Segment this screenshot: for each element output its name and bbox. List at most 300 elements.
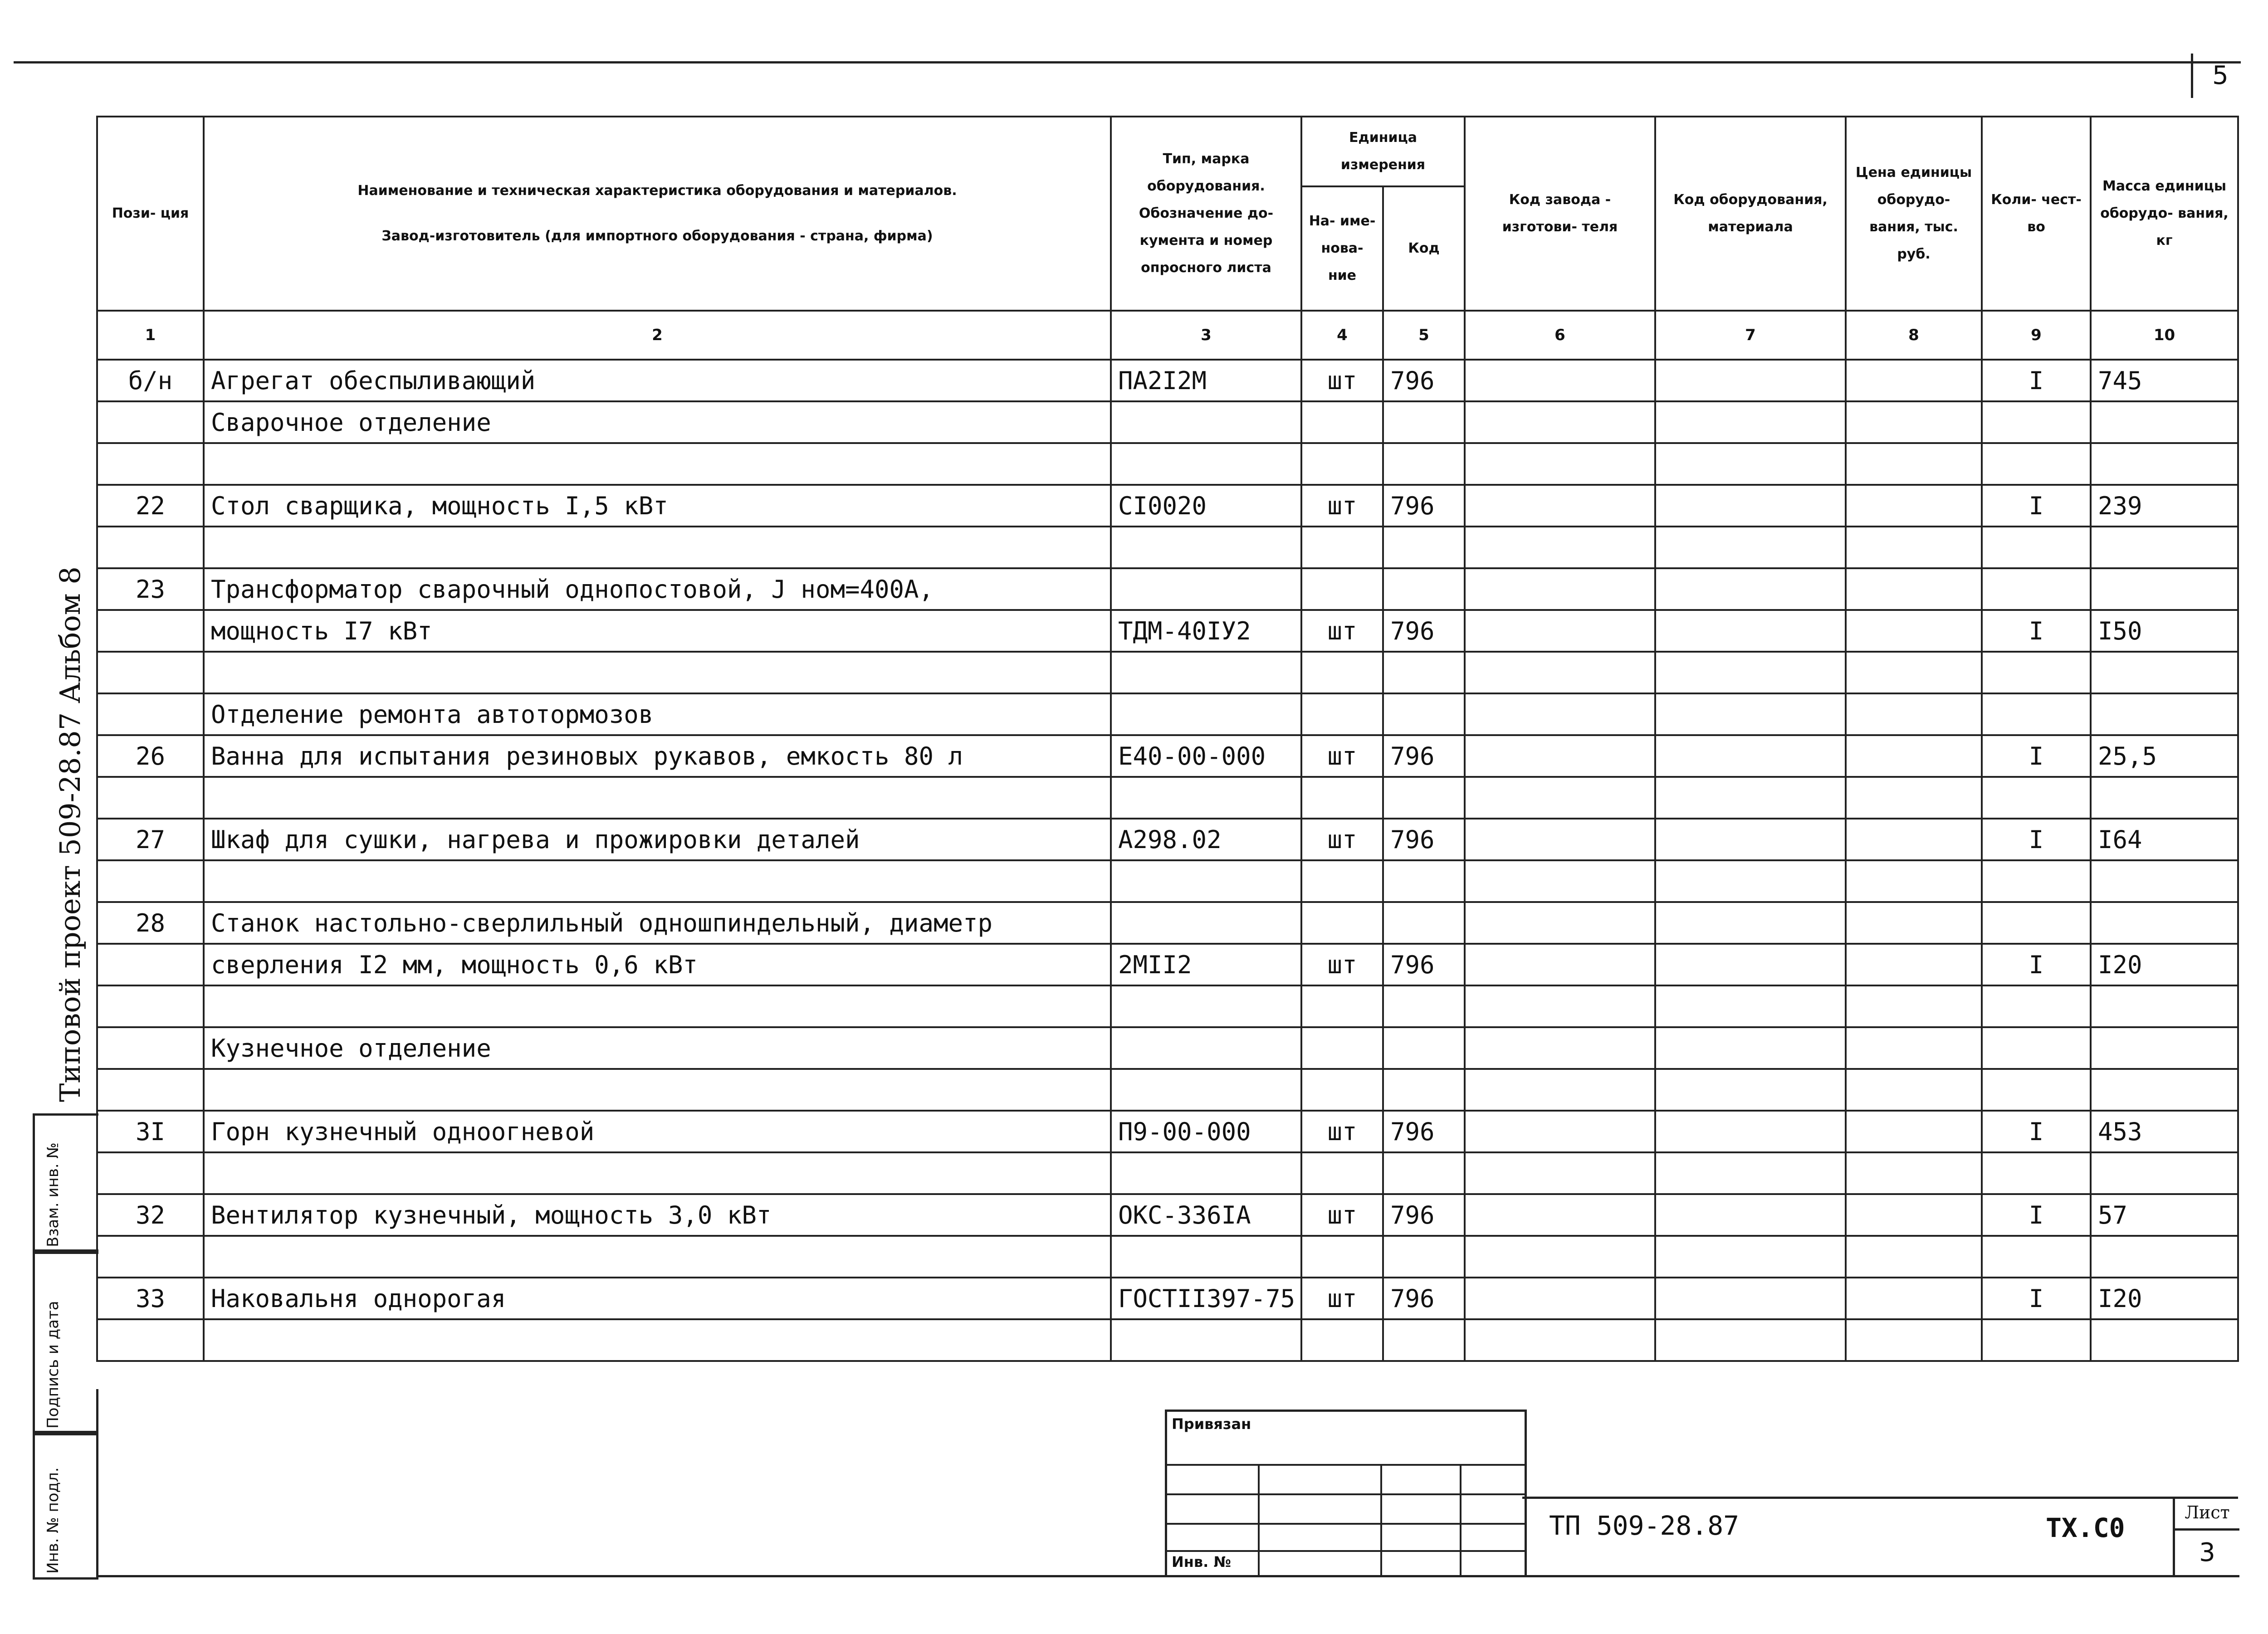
cell-plant-code bbox=[1465, 1236, 1655, 1278]
stamp-vzam bbox=[33, 1113, 98, 1254]
cell-equipment-code bbox=[1655, 652, 1846, 693]
cell-equipment-code bbox=[1655, 777, 1846, 819]
cell-price bbox=[1846, 1278, 1982, 1319]
table-row bbox=[97, 944, 2238, 985]
cell-plant-code bbox=[1465, 1194, 1655, 1236]
cell-equipment-code bbox=[1655, 693, 1846, 735]
cell-equipment-code bbox=[1655, 360, 1846, 401]
cell-quantity bbox=[1982, 527, 2091, 568]
cell-price bbox=[1846, 1027, 1982, 1069]
cell-plant-code bbox=[1465, 735, 1655, 777]
cell-position: 22 bbox=[97, 485, 204, 527]
cell-plant-code bbox=[1465, 819, 1655, 860]
cell-type bbox=[1111, 902, 1301, 944]
cell-mass: I64 bbox=[2091, 819, 2238, 860]
cell-equipment-code bbox=[1655, 1027, 1846, 1069]
cell-name: Вентилятор кузнечный, мощность 3,0 кВт bbox=[204, 1194, 1111, 1236]
cell-price bbox=[1846, 1111, 1982, 1152]
cell-plant-code bbox=[1465, 610, 1655, 652]
cell-quantity: I bbox=[1982, 485, 2091, 527]
cell-quantity: I bbox=[1982, 360, 2091, 401]
cell-unit bbox=[1301, 652, 1383, 693]
table-row bbox=[97, 985, 2238, 1027]
cell-unit bbox=[1301, 527, 1383, 568]
privyazan-label: Привязан bbox=[1172, 1415, 1251, 1433]
cell-name: Ванна для испытания резиновых рукавов, емкость 80 л bbox=[204, 735, 1111, 777]
cell-position: 23 bbox=[97, 568, 204, 610]
column-numbers-row bbox=[97, 311, 2238, 360]
cell-unit-code: 796 bbox=[1383, 819, 1465, 860]
cell-name bbox=[204, 1152, 1111, 1194]
header-name-line2: Завод-изготовитель (для импортного оборудования - страна, фирма) bbox=[381, 228, 933, 244]
header-type: Тип, марка оборудования. Обозначение до- кумента и номер опросного листа bbox=[1111, 117, 1301, 311]
header-row bbox=[97, 117, 2238, 186]
sheet-number: 3 bbox=[2199, 1538, 2215, 1567]
cell-quantity bbox=[1982, 1236, 2091, 1278]
cell-name bbox=[204, 1236, 1111, 1278]
cell-position bbox=[97, 610, 204, 652]
cell-position: 26 bbox=[97, 735, 204, 777]
cell-price bbox=[1846, 401, 1982, 443]
cell-unit-code bbox=[1383, 1236, 1465, 1278]
cell-plant-code bbox=[1465, 360, 1655, 401]
cell-plant-code bbox=[1465, 1152, 1655, 1194]
table-row bbox=[97, 1194, 2238, 1236]
cell-unit bbox=[1301, 1152, 1383, 1194]
table-row bbox=[97, 443, 2238, 485]
cell-unit-code bbox=[1383, 902, 1465, 944]
cell-unit: шт bbox=[1301, 485, 1383, 527]
cell-equipment-code bbox=[1655, 944, 1846, 985]
header-equipment-code: Код оборудования, материала bbox=[1655, 117, 1846, 311]
cell-plant-code bbox=[1465, 401, 1655, 443]
cell-unit-code: 796 bbox=[1383, 610, 1465, 652]
cell-name bbox=[204, 777, 1111, 819]
cell-name bbox=[204, 527, 1111, 568]
cell-plant-code bbox=[1465, 1111, 1655, 1152]
cell-plant-code bbox=[1465, 485, 1655, 527]
cell-unit: шт bbox=[1301, 1194, 1383, 1236]
cell-price bbox=[1846, 777, 1982, 819]
cell-unit: шт bbox=[1301, 819, 1383, 860]
cell-equipment-code bbox=[1655, 568, 1846, 610]
cell-unit-code: 796 bbox=[1383, 944, 1465, 985]
cell-equipment-code bbox=[1655, 1236, 1846, 1278]
cell-name bbox=[204, 860, 1111, 902]
table-row bbox=[97, 360, 2238, 401]
cell-mass: 239 bbox=[2091, 485, 2238, 527]
cell-equipment-code bbox=[1655, 1111, 1846, 1152]
col-number: 3 bbox=[1111, 311, 1301, 360]
cell-unit-code bbox=[1383, 1152, 1465, 1194]
cell-position: 28 bbox=[97, 902, 204, 944]
side-project-title: Типовой проект 509-28.87 Альбом 8 bbox=[54, 566, 87, 1102]
cell-quantity bbox=[1982, 401, 2091, 443]
cell-unit: шт bbox=[1301, 735, 1383, 777]
cell-position bbox=[97, 1027, 204, 1069]
cell-unit-code bbox=[1383, 652, 1465, 693]
cell-unit bbox=[1301, 693, 1383, 735]
cell-name: Агрегат обеспыливающий bbox=[204, 360, 1111, 401]
cell-type bbox=[1111, 1236, 1301, 1278]
cell-unit-code bbox=[1383, 1319, 1465, 1361]
cell-plant-code bbox=[1465, 860, 1655, 902]
sheet-label: Лист bbox=[2175, 1497, 2239, 1531]
col-number: 8 bbox=[1846, 311, 1982, 360]
cell-type bbox=[1111, 985, 1301, 1027]
table-row bbox=[97, 485, 2238, 527]
header-price: Цена единицы оборудо- вания, тыс. руб. bbox=[1846, 117, 1982, 311]
cell-unit: шт bbox=[1301, 944, 1383, 985]
cell-price bbox=[1846, 610, 1982, 652]
cell-price bbox=[1846, 360, 1982, 401]
page-number: 5 bbox=[2191, 54, 2248, 98]
cell-unit bbox=[1301, 1069, 1383, 1111]
cell-unit-code bbox=[1383, 777, 1465, 819]
cell-equipment-code bbox=[1655, 735, 1846, 777]
cell-mass: 745 bbox=[2091, 360, 2238, 401]
cell-quantity bbox=[1982, 443, 2091, 485]
col-number: 10 bbox=[2091, 311, 2238, 360]
cell-mass bbox=[2091, 985, 2238, 1027]
cell-unit-code bbox=[1383, 693, 1465, 735]
col-number: 4 bbox=[1301, 311, 1383, 360]
cell-quantity bbox=[1982, 568, 2091, 610]
cell-unit-code: 796 bbox=[1383, 1194, 1465, 1236]
table-row bbox=[97, 1278, 2238, 1319]
header-plant-code: Код завода - изготови- теля bbox=[1465, 117, 1655, 311]
cell-type bbox=[1111, 1069, 1301, 1111]
cell-position bbox=[97, 944, 204, 985]
cell-plant-code bbox=[1465, 443, 1655, 485]
cell-plant-code bbox=[1465, 527, 1655, 568]
cell-mass: 453 bbox=[2091, 1111, 2238, 1152]
cell-unit bbox=[1301, 777, 1383, 819]
header-mass: Масса единицы оборудо- вания, кг bbox=[2091, 117, 2238, 311]
cell-position bbox=[97, 1069, 204, 1111]
cell-price bbox=[1846, 1152, 1982, 1194]
cell-position bbox=[97, 652, 204, 693]
cell-name bbox=[204, 1319, 1111, 1361]
table-row bbox=[97, 527, 2238, 568]
table-row bbox=[97, 902, 2238, 944]
header-quantity: Коли- чест- во bbox=[1982, 117, 2091, 311]
cell-equipment-code bbox=[1655, 485, 1846, 527]
cell-plant-code bbox=[1465, 1278, 1655, 1319]
cell-price bbox=[1846, 985, 1982, 1027]
cell-position bbox=[97, 1236, 204, 1278]
cell-plant-code bbox=[1465, 902, 1655, 944]
cell-type bbox=[1111, 401, 1301, 443]
cell-mass: I20 bbox=[2091, 944, 2238, 985]
table-row bbox=[97, 860, 2238, 902]
cell-equipment-code bbox=[1655, 860, 1846, 902]
cell-plant-code bbox=[1465, 1319, 1655, 1361]
cell-mass bbox=[2091, 860, 2238, 902]
sheet-box bbox=[2173, 1497, 2239, 1575]
cell-equipment-code bbox=[1655, 819, 1846, 860]
table-row bbox=[97, 401, 2238, 443]
cell-position bbox=[97, 693, 204, 735]
cell-equipment-code bbox=[1655, 527, 1846, 568]
cell-plant-code bbox=[1465, 985, 1655, 1027]
cell-mass bbox=[2091, 1152, 2238, 1194]
cell-position: 32 bbox=[97, 1194, 204, 1236]
cell-unit bbox=[1301, 1319, 1383, 1361]
cell-name: Отделение ремонта автотормозов bbox=[204, 693, 1111, 735]
cell-unit bbox=[1301, 860, 1383, 902]
cell-quantity bbox=[1982, 777, 2091, 819]
stamp-podpis bbox=[33, 1249, 98, 1435]
cell-price bbox=[1846, 485, 1982, 527]
cell-unit-code: 796 bbox=[1383, 1278, 1465, 1319]
inv-no-label: Инв. № bbox=[1172, 1553, 1231, 1571]
title-block-divider bbox=[1522, 1497, 2238, 1499]
cell-type: Е40-00-000 bbox=[1111, 735, 1301, 777]
document-number: ТП 509-28.87 bbox=[1549, 1510, 1740, 1541]
cell-name: Кузнечное отделение bbox=[204, 1027, 1111, 1069]
cell-mass: I20 bbox=[2091, 1278, 2238, 1319]
cell-mass bbox=[2091, 652, 2238, 693]
cell-quantity: I bbox=[1982, 1111, 2091, 1152]
table-row bbox=[97, 735, 2238, 777]
col-number: 1 bbox=[97, 311, 204, 360]
cell-type bbox=[1111, 652, 1301, 693]
cell-name: Станок настольно-сверлильный одношпиндельный, диаметр bbox=[204, 902, 1111, 944]
cell-position bbox=[97, 777, 204, 819]
cell-type bbox=[1111, 1152, 1301, 1194]
cell-plant-code bbox=[1465, 693, 1655, 735]
cell-mass bbox=[2091, 902, 2238, 944]
cell-quantity: I bbox=[1982, 610, 2091, 652]
cell-unit-code: 796 bbox=[1383, 360, 1465, 401]
cell-equipment-code bbox=[1655, 1319, 1846, 1361]
cell-mass bbox=[2091, 527, 2238, 568]
cell-unit-code bbox=[1383, 443, 1465, 485]
cell-price bbox=[1846, 568, 1982, 610]
cell-name: мощность I7 кВт bbox=[204, 610, 1111, 652]
cell-unit: шт bbox=[1301, 1111, 1383, 1152]
cell-name: Стол сварщика, мощность I,5 кВт bbox=[204, 485, 1111, 527]
stamp-vzam-label: Взам. инв. № bbox=[44, 1142, 62, 1247]
specification-table bbox=[96, 116, 2239, 1362]
table-row bbox=[97, 1152, 2238, 1194]
cell-plant-code bbox=[1465, 652, 1655, 693]
cell-unit-code bbox=[1383, 1027, 1465, 1069]
cell-type: ПА2I2М bbox=[1111, 360, 1301, 401]
cell-equipment-code bbox=[1655, 443, 1846, 485]
cell-price bbox=[1846, 860, 1982, 902]
cell-type: ТДМ-40IУ2 bbox=[1111, 610, 1301, 652]
cell-equipment-code bbox=[1655, 985, 1846, 1027]
cell-equipment-code bbox=[1655, 1194, 1846, 1236]
cell-unit-code bbox=[1383, 568, 1465, 610]
cell-position bbox=[97, 443, 204, 485]
cell-price bbox=[1846, 944, 1982, 985]
cell-name: Трансформатор сварочный однопостовой, J ном=400А, bbox=[204, 568, 1111, 610]
cell-position bbox=[97, 860, 204, 902]
table-row bbox=[97, 1111, 2238, 1152]
cell-name: Наковальня однорогая bbox=[204, 1278, 1111, 1319]
cell-price bbox=[1846, 1069, 1982, 1111]
cell-unit bbox=[1301, 1027, 1383, 1069]
cell-unit: шт bbox=[1301, 360, 1383, 401]
header-unit-name: На- име- нова- ние bbox=[1301, 186, 1383, 311]
binding-stamp bbox=[1165, 1410, 1527, 1577]
cell-price bbox=[1846, 819, 1982, 860]
table-row bbox=[97, 1069, 2238, 1111]
table-row bbox=[97, 1027, 2238, 1069]
cell-position bbox=[97, 527, 204, 568]
cell-type bbox=[1111, 693, 1301, 735]
cell-unit: шт bbox=[1301, 1278, 1383, 1319]
stamp-inv-label: Инв. № подл. bbox=[44, 1467, 62, 1574]
cell-unit-code: 796 bbox=[1383, 735, 1465, 777]
cell-price bbox=[1846, 1236, 1982, 1278]
header-unit: Единица измерения bbox=[1301, 117, 1465, 186]
cell-quantity bbox=[1982, 1319, 2091, 1361]
table-row bbox=[97, 819, 2238, 860]
cell-mass bbox=[2091, 1069, 2238, 1111]
cell-type bbox=[1111, 1319, 1301, 1361]
cell-name bbox=[204, 1069, 1111, 1111]
cell-unit bbox=[1301, 401, 1383, 443]
cell-unit bbox=[1301, 1236, 1383, 1278]
cell-quantity: I bbox=[1982, 944, 2091, 985]
cell-position bbox=[97, 985, 204, 1027]
cell-quantity bbox=[1982, 860, 2091, 902]
cell-unit-code bbox=[1383, 860, 1465, 902]
cell-position: 33 bbox=[97, 1278, 204, 1319]
cell-quantity: I bbox=[1982, 735, 2091, 777]
cell-type bbox=[1111, 568, 1301, 610]
cell-quantity bbox=[1982, 652, 2091, 693]
cell-type: 2МII2 bbox=[1111, 944, 1301, 985]
cell-mass bbox=[2091, 693, 2238, 735]
cell-type: А298.02 bbox=[1111, 819, 1301, 860]
cell-unit bbox=[1301, 568, 1383, 610]
cell-unit bbox=[1301, 985, 1383, 1027]
cell-type: ОКС-336IА bbox=[1111, 1194, 1301, 1236]
cell-name bbox=[204, 443, 1111, 485]
cell-unit bbox=[1301, 443, 1383, 485]
cell-unit-code: 796 bbox=[1383, 1111, 1465, 1152]
cell-plant-code bbox=[1465, 944, 1655, 985]
cell-quantity bbox=[1982, 1027, 2091, 1069]
cell-quantity: I bbox=[1982, 1194, 2091, 1236]
cell-position: 27 bbox=[97, 819, 204, 860]
cell-quantity bbox=[1982, 902, 2091, 944]
cell-name bbox=[204, 985, 1111, 1027]
table-row bbox=[97, 777, 2238, 819]
cell-unit-code: 796 bbox=[1383, 485, 1465, 527]
cell-position bbox=[97, 1152, 204, 1194]
cell-price bbox=[1846, 735, 1982, 777]
cell-name: Горн кузнечный одноогневой bbox=[204, 1111, 1111, 1152]
cell-mass: 25,5 bbox=[2091, 735, 2238, 777]
col-number: 5 bbox=[1383, 311, 1465, 360]
cell-type: П9-00-000 bbox=[1111, 1111, 1301, 1152]
cell-unit: шт bbox=[1301, 610, 1383, 652]
cell-plant-code bbox=[1465, 777, 1655, 819]
cell-plant-code bbox=[1465, 1027, 1655, 1069]
cell-mass bbox=[2091, 401, 2238, 443]
cell-equipment-code bbox=[1655, 1278, 1846, 1319]
table-row bbox=[97, 693, 2238, 735]
cell-unit-code bbox=[1383, 1069, 1465, 1111]
cell-position bbox=[97, 401, 204, 443]
header-position: Пози- ция bbox=[97, 117, 204, 311]
cell-plant-code bbox=[1465, 1069, 1655, 1111]
cell-price bbox=[1846, 527, 1982, 568]
document-mark: ТХ.С0 bbox=[2046, 1512, 2125, 1543]
table-row bbox=[97, 1319, 2238, 1361]
cell-mass: I50 bbox=[2091, 610, 2238, 652]
cell-mass bbox=[2091, 568, 2238, 610]
table-row bbox=[97, 1236, 2238, 1278]
col-number: 7 bbox=[1655, 311, 1846, 360]
cell-type bbox=[1111, 860, 1301, 902]
cell-mass bbox=[2091, 1236, 2238, 1278]
top-border-line bbox=[14, 61, 2241, 63]
cell-name bbox=[204, 652, 1111, 693]
cell-quantity bbox=[1982, 1152, 2091, 1194]
cell-type bbox=[1111, 777, 1301, 819]
cell-mass bbox=[2091, 1027, 2238, 1069]
cell-quantity bbox=[1982, 1069, 2091, 1111]
col-number: 6 bbox=[1465, 311, 1655, 360]
cell-type bbox=[1111, 1027, 1301, 1069]
cell-price bbox=[1846, 902, 1982, 944]
table-row bbox=[97, 652, 2238, 693]
cell-price bbox=[1846, 443, 1982, 485]
cell-type bbox=[1111, 443, 1301, 485]
cell-quantity bbox=[1982, 693, 2091, 735]
cell-name: Шкаф для сушки, нагрева и прожировки деталей bbox=[204, 819, 1111, 860]
cell-unit bbox=[1301, 902, 1383, 944]
cell-plant-code bbox=[1465, 568, 1655, 610]
cell-type bbox=[1111, 527, 1301, 568]
cell-type: ГОСТII397-75 bbox=[1111, 1278, 1301, 1319]
cell-name: Сварочное отделение bbox=[204, 401, 1111, 443]
cell-mass bbox=[2091, 443, 2238, 485]
cell-price bbox=[1846, 693, 1982, 735]
col-number: 2 bbox=[204, 311, 1111, 360]
table-row bbox=[97, 610, 2238, 652]
cell-unit-code bbox=[1383, 985, 1465, 1027]
stamp-inv bbox=[33, 1431, 98, 1580]
cell-unit-code bbox=[1383, 401, 1465, 443]
cell-unit-code bbox=[1383, 527, 1465, 568]
cell-position bbox=[97, 1319, 204, 1361]
cell-quantity: I bbox=[1982, 819, 2091, 860]
cell-price bbox=[1846, 1319, 1982, 1361]
header-name-line1: Наименование и техническая характеристика оборудования и материалов. bbox=[357, 183, 957, 199]
cell-equipment-code bbox=[1655, 902, 1846, 944]
cell-name: сверления I2 мм, мощность 0,6 кВт bbox=[204, 944, 1111, 985]
cell-type: СI0020 bbox=[1111, 485, 1301, 527]
stamp-podpis-label: Подпись и дата bbox=[44, 1301, 62, 1429]
cell-position: 3I bbox=[97, 1111, 204, 1152]
cell-price bbox=[1846, 652, 1982, 693]
cell-quantity bbox=[1982, 985, 2091, 1027]
header-unit-code: Код bbox=[1383, 186, 1465, 311]
cell-equipment-code bbox=[1655, 1069, 1846, 1111]
cell-price bbox=[1846, 1194, 1982, 1236]
header-name bbox=[204, 117, 1111, 311]
cell-equipment-code bbox=[1655, 1152, 1846, 1194]
cell-mass bbox=[2091, 777, 2238, 819]
